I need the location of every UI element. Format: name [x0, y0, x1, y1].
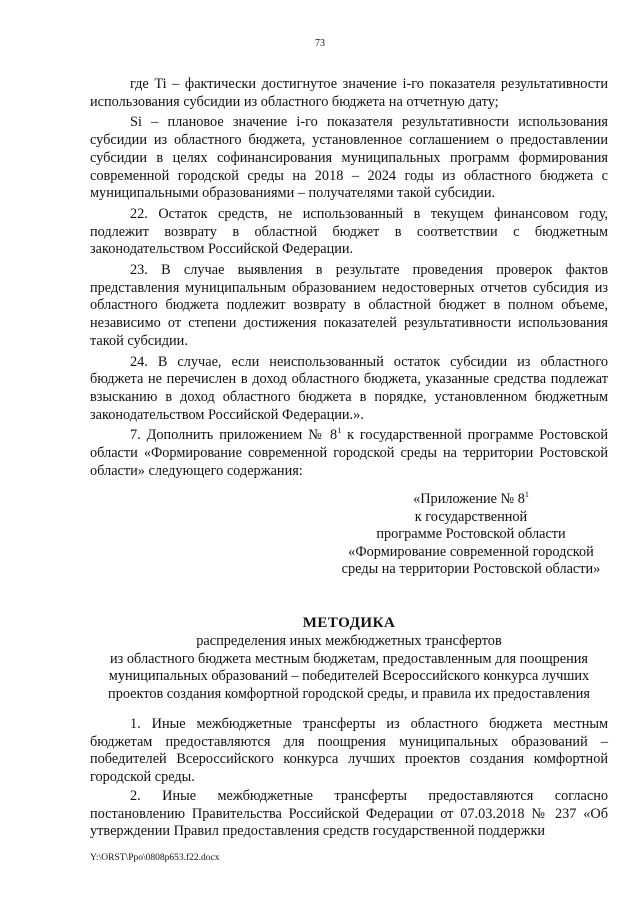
paragraph-7	[90, 427, 608, 480]
methodology-body	[90, 716, 608, 842]
methodology-subtitle-4: проектов создания комфортной городской среды, и правила их предоставления	[108, 685, 590, 702]
appendix-line-2: к государственной	[414, 508, 528, 525]
methodology-title: МЕТОДИКА	[302, 615, 396, 631]
methodology-subtitle-3: муниципальных образований – победителей Всероссийского конкурса лучших	[108, 668, 590, 684]
paragraph-7-end: к государственной программе Ростовской области «Формирование современной городской среды на территории Ростовской области» следующего содержания:	[90, 427, 608, 479]
page-number: 73	[315, 38, 325, 49]
appendix-line-4: «Формирование современной городской	[348, 543, 594, 560]
paragraph-23: 23. В случае выявления в результате проведения проверок фактов представления муниципальным образованием недостоверных отчетов субсидия из областного бюджета подлежит возврату в областной бюджет в полном объеме, независимо от степени достижения показателей результативности использования такой субсидии.	[90, 262, 608, 349]
appendix-line-5: среды на территории Ростовской области»	[341, 561, 601, 577]
paragraph-24: 24. В случае, если неиспользованный остаток субсидии из областного бюджета не перечислен в доход областного бюджета, указанные средства подлежат взысканию в доход областного бюджета в порядке, установленном бюджетным законодательством Российской Федерации.».	[90, 353, 608, 423]
paragraph-ti-definition: где Ti – фактически достигнутое значение i-го показателя результативности использования субсидии из областного бюджета на отчетную дату;	[90, 76, 608, 110]
appendix-line-1	[330, 491, 612, 509]
methodology-subtitle-1: распределения иных межбюджетных трансфертов	[196, 633, 502, 649]
appendix-line-3: программе Ростовской области	[376, 526, 566, 542]
appendix-superscript: 1	[524, 490, 529, 499]
appendix-header	[330, 491, 612, 579]
paragraph-22: 22. Остаток средств, не использованный в текущем финансовом году, подлежит возврату в областной бюджет в соответствии с бюджетным законодательством Российской Федерации.	[90, 205, 608, 258]
methodology-paragraph-1: 1. Иные межбюджетные трансферты из областного бюджета местным бюджетам предоставляются для поощрения муниципальных образований – победителей Всероссийского конкурса лучших проектов создания комфортной городской среды.	[90, 716, 608, 786]
methodology-heading	[90, 614, 608, 703]
appendix-line-1-text: «Приложение № 8	[413, 491, 525, 507]
methodology-paragraph-2: 2. Иные межбюджетные трансферты предоставляются согласно постановлению Правительства Российской Федерации от 07.03.2018 № 237 «Об утверждении Правил предоставления средств государственной поддержки	[90, 787, 608, 840]
paragraph-7-start: 7. Дополнить приложением № 8	[130, 427, 338, 444]
paragraph-si-definition: Si – плановое значение i-го показателя результативности использования субсидии из областного бюджета, установленное соглашением о предоставлении субсидии в целях софинансирования муниципальных программ формирования современной городской среды на 2018 – 2024 годы из областного бюджета с муниципальными образованиями – получателями такой субсидии.	[90, 114, 608, 202]
footer-file-path: Y:\ORST\Ppo\0808p653.f22.docx	[90, 853, 220, 863]
methodology-subtitle-2: из областного бюджета местным бюджетам, предоставленным для поощрения	[110, 650, 588, 667]
body-text	[90, 76, 608, 483]
superscript: 1	[337, 426, 342, 436]
